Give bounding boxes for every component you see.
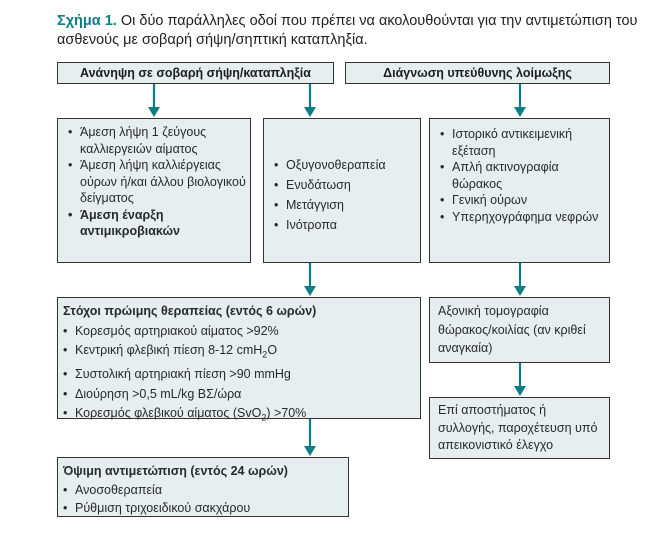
diagnosis-header-text: Διάγνωση υπεύθυνης λοίμωξης [383,65,572,80]
late-management-title: Όψιμη αντιμετώπιση (εντός 24 ωρών) [63,464,288,478]
ct-text: Αξονική τομογραφία θώρακος/κοιλίας (αν κριθεί αναγκαία) [438,304,586,355]
list-item: • Διούρηση >0,5 mL/kg ΒΣ/ώρα [63,385,416,405]
resuscitation-header-text: Ανάνηψη σε σοβαρή σήψη/καταπληξία [80,65,311,80]
drainage-box [429,397,610,459]
early-goals-title: Στόχοι πρώιμης θεραπείας (εντός 6 ωρών) [63,304,317,318]
ct-box [429,297,610,363]
arrow-head [304,107,316,117]
cvp-text: Κεντρική φλεβική πίεση 8-12 cmH [75,343,263,357]
resuscitation-header [57,62,334,84]
list-item: • Γενική ούρων [440,192,605,209]
drainage-text: Επί αποστήματος ή συλλογής, παροχέτευση υπό απεικονιστικό έλεγχο [438,403,598,452]
late-management-list [63,481,344,518]
arrow-head [514,286,526,296]
list-item: • Ενυδάτωση [274,175,416,195]
immediate-actions-list [68,124,246,240]
arrow-head [304,446,316,456]
svo2-tail: ) >70% [266,406,307,420]
arrow-head [514,386,526,396]
list-item [63,341,416,365]
svo2-text: Κορεσμός φλεβικού αίματος (SvO [75,406,262,420]
caption-label: Σχήμα 1. [57,13,117,29]
list-item: • Οξυγονοθεραπεία [274,155,416,175]
list-item: • Υπερηχογράφημα νεφρών [440,209,605,226]
list-item: • Συστολική αρτηριακή πίεση >90 mmHg [63,365,416,385]
supportive-measures-list [274,155,416,235]
list-item: • Ανοσοθεραπεία [63,481,344,500]
caption-text: Οι δύο παράλληλες οδοί που πρέπει να ακολουθούνται για την αντιμετώπιση του ασθενούς με σοβαρή σήψη/σηπτική καταπληξία. [57,13,638,48]
diagnosis-header [345,62,610,84]
immediate-actions-box [57,118,251,263]
list-item: • Άμεση λήψη καλλιέργειας ούρων ή/και άλλου βιολογικού δείγματος [68,157,246,207]
svo2-subscript: 2 [261,412,267,423]
arrow-head [514,107,526,117]
list-item [63,404,416,428]
supportive-measures-box [263,118,421,263]
cvp-subscript: 2 [262,349,268,360]
list-item: • Ρύθμιση τριχοειδικού σακχάρου [63,499,344,518]
list-item: • Ιστορικό αντικειμενική εξέταση [440,126,605,159]
early-goals-box [57,297,421,423]
list-item: • Άμεση έναρξη αντιμικροβιακών [68,207,246,240]
late-management-box [57,457,349,517]
diagnostics-box [429,118,610,263]
early-goals-list [63,322,416,429]
list-item: • Ινότροπα [274,215,416,235]
cvp-tail: O [267,343,278,357]
list-item: • Κορεσμός αρτηριακού αίματος >92% [63,322,416,342]
arrow-head [304,286,316,296]
figure-caption [57,12,657,50]
arrow-head [148,107,160,117]
diagnostics-list [440,126,605,225]
list-item: • Απλή ακτινογραφία θώρακος [440,159,605,192]
list-item: • Άμεση λήψη 1 ζεύγους καλλιεργειών αίματος [68,124,246,157]
list-item: • Μετάγγιση [274,195,416,215]
